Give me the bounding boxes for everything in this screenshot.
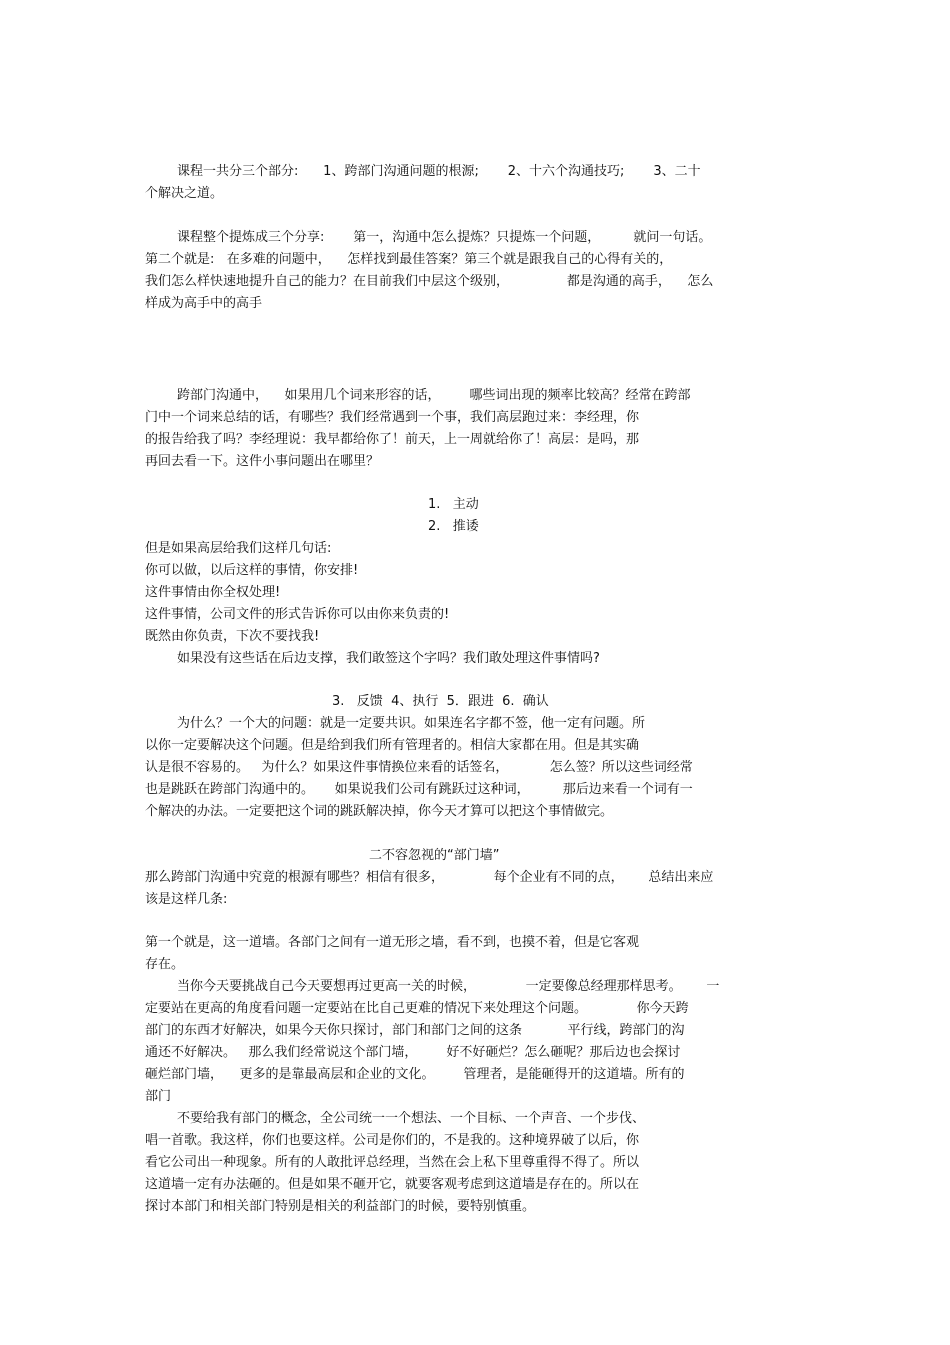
unity-line: 不要给我有部门的概念，全公司统一一个想法、一个目标、一个声音、一个步伐、 — [177, 1111, 646, 1126]
wall-line: 存在。 — [145, 957, 185, 972]
why-line: 为什么？一个大的问题：就是一定要共识。如果连名字都不签，他一定有问题。所 — [177, 716, 646, 731]
quote-line: 但是如果高层给我们这样几句话: — [145, 541, 332, 556]
challenge-line: 通还不好解决。 那么我们经常说这个部门墙， 好不好砸烂？怎么砸呢？那后边也会探讨 — [145, 1045, 681, 1060]
root-line: 该是这样几条: — [145, 892, 228, 907]
why-line: 以你一定要解决这个问题。但是给到我们所有管理者的。相信大家都在用。但是其实确 — [145, 738, 640, 753]
section-title: 二不容忽视的“部门墙” — [369, 848, 500, 863]
intro-line: 课程一共分三个部分: 1、跨部门沟通问题的根源; 2、十六个沟通技巧; 3、二十 — [177, 164, 701, 179]
summary-line: 第二个就是: 在多难的问题中， 怎样找到最佳答案？第三个就是跟我自己的心得有关的， — [145, 252, 673, 267]
cross-dept-line: 的报告给我了吗？李经理说：我早都给你了！前天，上一周就给你了！高层：是吗，那 — [145, 432, 640, 447]
challenge-line: 部门 — [145, 1089, 172, 1104]
cross-dept-line: 跨部门沟通中， 如果用几个词来形容的话， 哪些词出现的频率比较高？经常在跨部 — [177, 388, 691, 403]
unity-line: 唱一首歌。我这样，你们也要这样。公司是你们的，不是我的。这种境界破了以后，你 — [145, 1133, 640, 1148]
challenge-line: 砸烂部门墙， 更多的是靠最高层和企业的文化。 管理者，是能砸得开的这道墙。所有的 — [145, 1067, 685, 1082]
cross-dept-line: 门中一个词来总结的话，有哪些？我们经常遇到一个事，我们高层跑过来：李经理，你 — [145, 410, 640, 425]
why-line: 认是很不容易的。 为什么？如果这件事情换位来看的话签名， 怎么签？所以这些词经常 — [145, 760, 693, 775]
unity-line: 这道墙一定有办法砸的。但是如果不砸开它，就要客观考虑到这道墙是存在的。所以在 — [145, 1177, 640, 1192]
cross-dept-line: 再回去看一下。这件小事问题出在哪里？ — [145, 454, 380, 469]
challenge-line: 定要站在更高的角度看问题一定要站在比自己更难的情况下来处理这个问题。 你今天跨 — [145, 1001, 689, 1016]
list-line: 3. 反馈 4、执行 5．跟进 6. 确认 — [332, 694, 549, 709]
quote-line: 这件事情由你全权处理! — [145, 585, 281, 600]
list-item: 1. 主动 — [428, 497, 479, 512]
quote-line: 这件事情，公司文件的形式告诉你可以由你来负责的! — [145, 607, 450, 622]
challenge-line: 当你今天要挑战自己今天要想再过更高一关的时候， 一定要像总经理那样思考。 一 — [177, 979, 720, 994]
why-line: 个解决的办法。一定要把这个词的跳跃解决掉，你今天才算可以把这个事情做完。 — [145, 804, 614, 819]
unity-line: 探讨本部门和相关部门特别是相关的利益部门的时候，要特别慎重。 — [145, 1199, 536, 1214]
summary-line: 样成为高手中的高手 — [145, 296, 263, 311]
why-line: 也是跳跃在跨部门沟通中的。 如果说我们公司有跳跃过这种词， 那后边来看一个词有一 — [145, 782, 693, 797]
quote-line: 如果没有这些话在后边支撑，我们敢签这个字吗？我们敢处理这件事情吗? — [177, 651, 600, 666]
summary-line: 课程整个提炼成三个分享: 第一，沟通中怎么提炼？只提炼一个问题， 就问一句话。 — [177, 230, 712, 245]
list-item: 2. 推诿 — [428, 519, 479, 534]
intro-line: 个解决之道。 — [145, 186, 224, 201]
wall-line: 第一个就是，这一道墙。各部门之间有一道无形之墙，看不到，也摸不着，但是它客观 — [145, 935, 640, 950]
challenge-line: 部门的东西才好解决，如果今天你只探讨，部门和部门之间的这条 平行线，跨部门的沟 — [145, 1023, 685, 1038]
summary-line: 我们怎么样快速地提升自己的能力？在目前我们中层这个级别， 都是沟通的高手， 怎么 — [145, 274, 714, 289]
quote-line: 你可以做，以后这样的事情，你安排! — [145, 563, 359, 578]
quote-line: 既然由你负责，下次不要找我! — [145, 629, 320, 644]
root-line: 那么跨部门沟通中究竟的根源有哪些？相信有很多， 每个企业有不同的点， 总结出来应 — [145, 870, 714, 885]
unity-line: 看它公司出一种现象。所有的人敢批评总经理，当然在会上私下里尊重得不得了。所以 — [145, 1155, 640, 1170]
